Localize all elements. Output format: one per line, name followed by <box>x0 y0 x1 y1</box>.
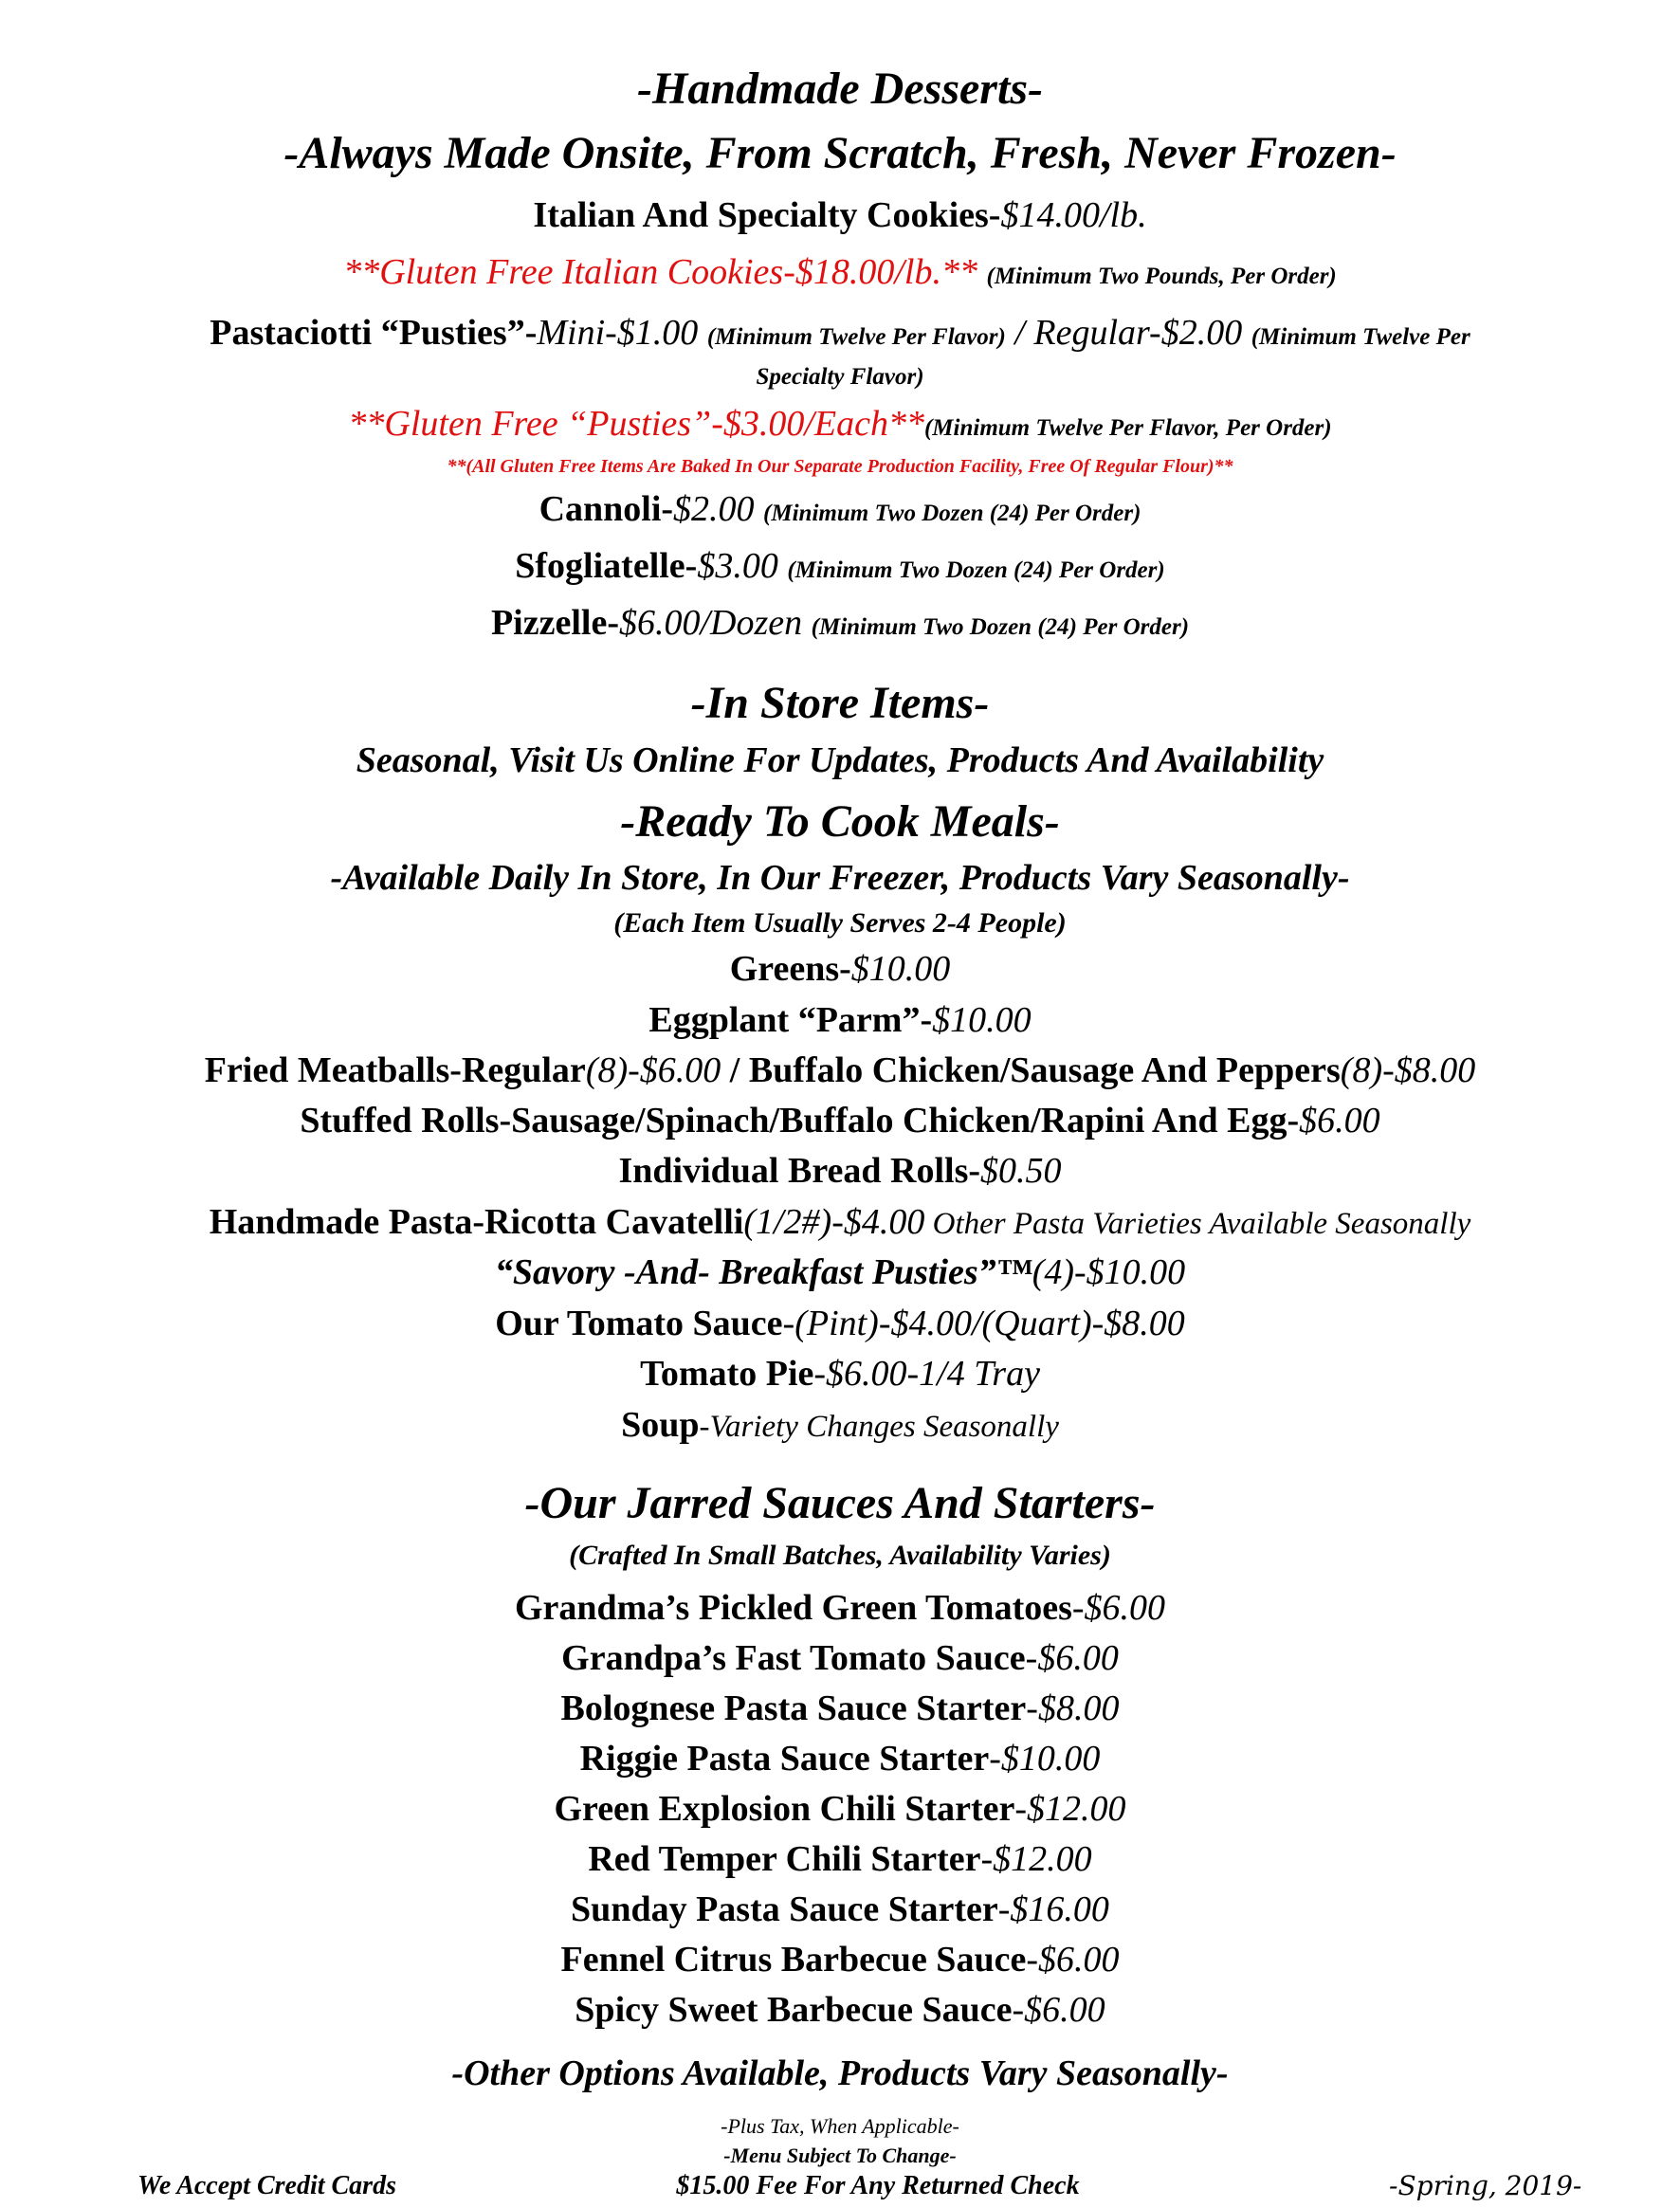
jarred-heading: -Our Jarred Sauces And Starters- <box>524 1478 1156 1528</box>
sfogliatelle-name: Sfogliatelle- <box>515 546 698 586</box>
pizzelle-line <box>0 605 1680 641</box>
pusties-name: Pastaciotti “Pusties”- <box>210 313 538 353</box>
jarred-item-price: -$6.00 <box>1071 1588 1166 1628</box>
gf-pusties-line <box>0 406 1680 442</box>
footer-returned: $15.00 Fee For Any Returned Check <box>676 2171 1080 2200</box>
jarred-subheading: (Crafted In Small Batches, Availability Varies) <box>569 1540 1111 1571</box>
pasta-extra: Other Pasta Varieties Available Seasonally <box>924 1207 1471 1241</box>
cannoli-note: (Minimum Two Dozen (24) Per Order) <box>763 501 1141 526</box>
greens-name: Greens- <box>729 949 851 989</box>
in-store-heading: -In Store Items- <box>690 678 990 728</box>
jarred-item-name: Riggie Pasta Sauce Starter <box>579 1739 990 1779</box>
footer-credit: We Accept Credit Cards <box>137 2171 396 2200</box>
cookies-line <box>0 197 1680 233</box>
in-store-subheading: Seasonal, Visit Us Online For Updates, Products And Availability <box>356 740 1324 780</box>
jarred-item <box>0 1590 1680 1626</box>
desserts-subheading: -Always Made Onsite, From Scratch, Fresh, Never Frozen- <box>283 128 1397 178</box>
meatballs-detail: (8)-$6.00 <box>585 1050 721 1090</box>
pusties-regular-note-2: Specialty Flavor) <box>756 364 924 390</box>
tomato-pie-detail: -$6.00-1/4 Tray <box>813 1354 1040 1394</box>
eggplant-line <box>0 1002 1680 1038</box>
pasta-name: Handmade Pasta-Ricotta Cavatelli <box>209 1202 744 1242</box>
jarred-item <box>0 1690 1680 1726</box>
pusties-sep: / <box>1005 313 1034 353</box>
footer-subject: -Menu Subject To Change- <box>723 2144 957 2167</box>
jarred-item-price: -$16.00 <box>997 1889 1109 1929</box>
soup-detail: -Variety Changes Seasonally <box>699 1410 1059 1444</box>
gf-cookies-line <box>0 254 1680 290</box>
gf-pusties-note: (Minimum Twelve Per Flavor, Per Order) <box>923 415 1332 441</box>
tomato-sauce-detail: -(Pint)-$4.00/(Quart)-$8.00 <box>782 1304 1185 1343</box>
footer-season: -Spring, 2019- <box>1389 2170 1582 2201</box>
jarred-item-name: Grandpa’s Fast Tomato Sauce <box>561 1638 1026 1678</box>
savory-detail: (4)-$10.00 <box>1032 1252 1186 1292</box>
meatballs-detail-2: (8)-$8.00 <box>1340 1050 1476 1090</box>
jarred-item <box>0 1741 1680 1777</box>
pizzelle-name: Pizzelle- <box>490 603 619 643</box>
pusties-mini-note: (Minimum Twelve Per Flavor) <box>706 324 1006 350</box>
jarred-item <box>0 1841 1680 1877</box>
jarred-item-price: -$6.00 <box>1012 1990 1105 2030</box>
jarred-item <box>0 1791 1680 1827</box>
jarred-item <box>0 1942 1680 1978</box>
pusties-line <box>0 315 1680 351</box>
jarred-item-name: Sunday Pasta Sauce Starter <box>571 1889 998 1929</box>
stuffed-rolls-name: Stuffed Rolls-Sausage/Spinach/Buffalo Chicken/Rapini And Egg- <box>300 1101 1300 1140</box>
sfogliatelle-line <box>0 548 1680 584</box>
jarred-item-name: Spicy Sweet Barbecue Sauce <box>575 1990 1013 2030</box>
bread-rolls-price: $0.50 <box>980 1151 1062 1191</box>
greens-price: $10.00 <box>850 949 951 989</box>
cannoli-line <box>0 491 1680 527</box>
bread-rolls-name: Individual Bread Rolls- <box>618 1151 981 1191</box>
tomato-sauce-name: Our Tomato Sauce <box>495 1304 783 1343</box>
footer-tax: -Plus Tax, When Applicable- <box>721 2114 959 2138</box>
meatballs-sep: / <box>721 1050 749 1090</box>
jarred-item-price: -$12.00 <box>1014 1789 1126 1829</box>
jarred-item <box>0 1992 1680 2028</box>
jarred-item-price: -$12.00 <box>980 1839 1092 1879</box>
jarred-item-price: -$8.00 <box>1026 1688 1120 1728</box>
meatballs-name-2: Buffalo Chicken/Sausage And Peppers <box>748 1050 1341 1090</box>
jarred-item-name: Fennel Citrus Barbecue Sauce <box>560 1940 1027 1980</box>
gf-pusties-name: **Gluten Free “Pusties”-$3.00/Each** <box>348 404 924 444</box>
gf-cookies-note: (Minimum Two Pounds, Per Order) <box>986 264 1337 289</box>
tomato-sauce-line <box>0 1305 1680 1341</box>
jarred-item <box>0 1891 1680 1927</box>
cannoli-price: $2.00 <box>673 489 755 529</box>
savory-name: “Savory -And- Breakfast Pusties”™ <box>494 1252 1032 1292</box>
jarred-item-name: Green Explosion Chili Starter <box>554 1789 1015 1829</box>
cookies-price: $14.00/lb. <box>1000 195 1147 235</box>
pusties-mini: Mini-$1.00 <box>537 313 699 353</box>
eggplant-price: $10.00 <box>932 1000 1032 1040</box>
cannoli-name: Cannoli- <box>539 489 674 529</box>
jarred-item <box>0 1640 1680 1676</box>
jarred-item-price: -$10.00 <box>989 1739 1101 1779</box>
pasta-detail: (1/2#)-$4.00 <box>743 1202 925 1242</box>
pasta-line <box>0 1204 1680 1240</box>
jarred-item-name: Grandma’s Pickled Green Tomatoes <box>514 1588 1072 1628</box>
jarred-item-name: Red Temper Chili Starter <box>588 1839 981 1879</box>
meatballs-line <box>0 1052 1680 1088</box>
meals-serves: (Each Item Usually Serves 2-4 People) <box>613 907 1067 939</box>
soup-name: Soup <box>621 1405 700 1445</box>
gf-cookies-name: **Gluten Free Italian Cookies-$18.00/lb.** <box>343 252 977 292</box>
soup-line <box>0 1407 1680 1443</box>
desserts-heading: -Handmade Desserts- <box>637 64 1043 114</box>
sfogliatelle-note: (Minimum Two Dozen (24) Per Order) <box>787 557 1165 583</box>
greens-line <box>0 951 1680 987</box>
jarred-item-price: -$6.00 <box>1025 1638 1119 1678</box>
eggplant-name: Eggplant “Parm”- <box>648 1000 933 1040</box>
cookies-name: Italian And Specialty Cookies- <box>533 195 1001 235</box>
tomato-pie-name: Tomato Pie <box>640 1354 814 1394</box>
stuffed-rolls-price: $6.00 <box>1299 1101 1380 1140</box>
gf-disclaimer: **(All Gluten Free Items Are Baked In Our Separate Production Facility, Free Of Regular Flour)** <box>447 456 1233 477</box>
stuffed-rolls-line <box>0 1103 1680 1139</box>
meatballs-name: Fried Meatballs-Regular <box>204 1050 586 1090</box>
bread-rolls-line <box>0 1153 1680 1189</box>
jarred-item-name: Bolognese Pasta Sauce Starter <box>560 1688 1027 1728</box>
tomato-pie-line <box>0 1356 1680 1392</box>
pizzelle-note: (Minimum Two Dozen (24) Per Order) <box>811 614 1190 640</box>
meals-subheading: -Available Daily In Store, In Our Freezer, Products Vary Seasonally- <box>330 858 1350 898</box>
jarred-item-price: -$6.00 <box>1026 1940 1120 1980</box>
sfogliatelle-price: $3.00 <box>697 546 778 586</box>
meals-heading: -Ready To Cook Meals- <box>620 796 1060 847</box>
pizzelle-price: $6.00/Dozen <box>618 603 803 643</box>
pusties-regular-note: (Minimum Twelve Per <box>1251 324 1470 350</box>
savory-line <box>0 1254 1680 1290</box>
other-options: -Other Options Available, Products Vary Seasonally- <box>451 2053 1229 2093</box>
pusties-regular: Regular-$2.00 <box>1033 313 1243 353</box>
